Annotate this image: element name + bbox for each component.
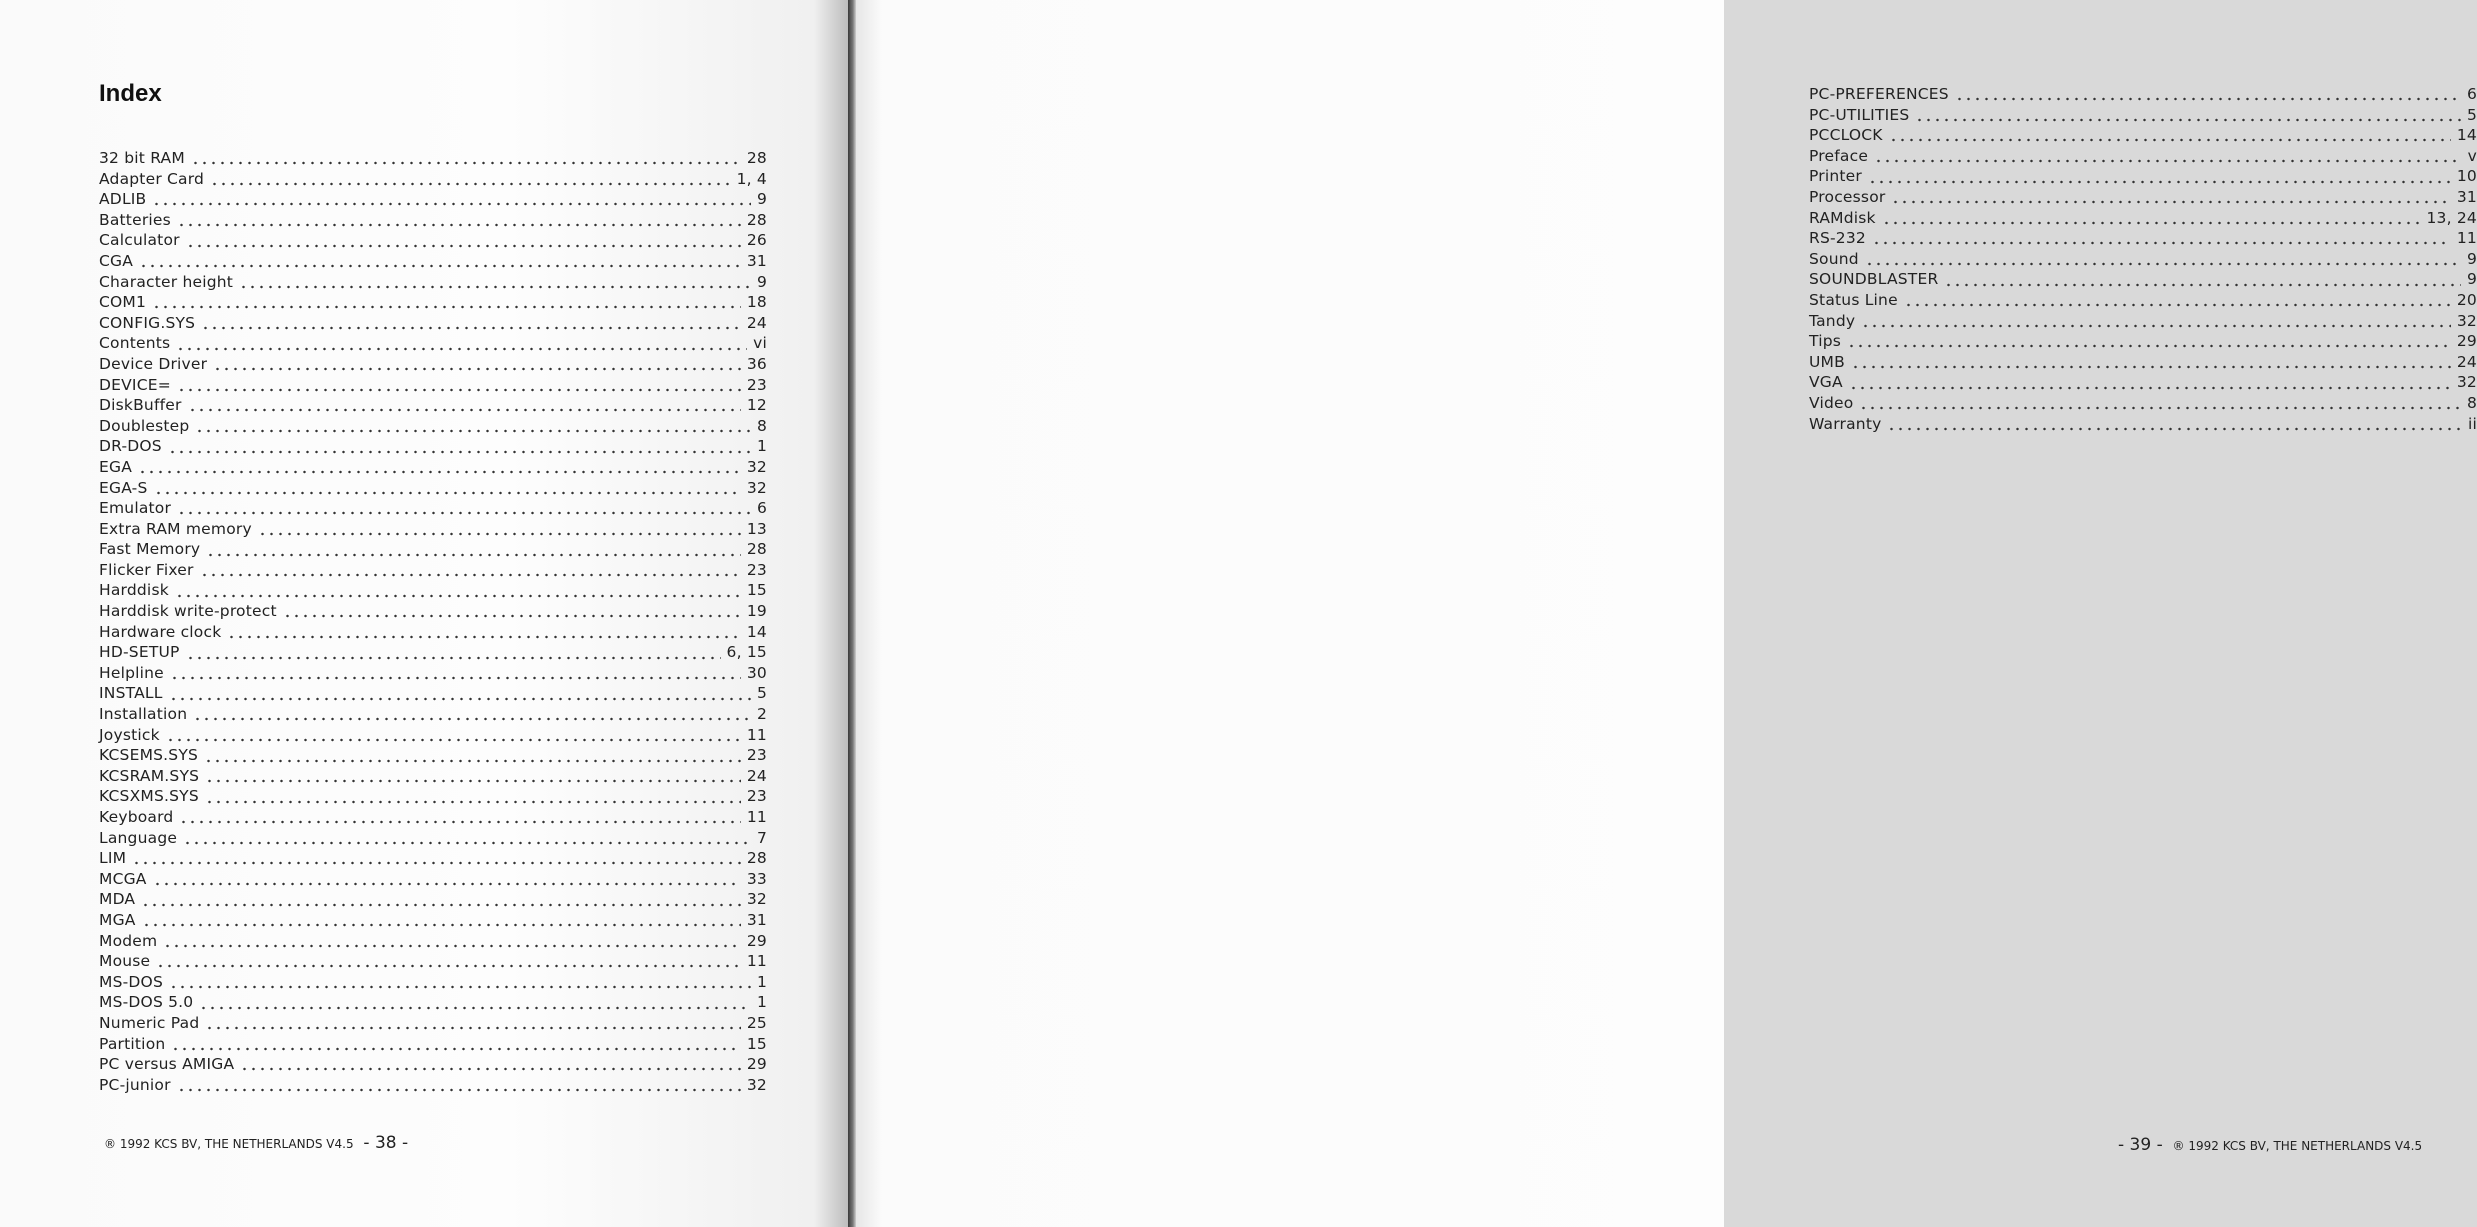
index-entry: [99, 704, 767, 725]
index-entry: [99, 580, 767, 601]
dot-leader: [186, 656, 721, 660]
index-term: LIM: [99, 849, 127, 868]
dot-leader: [200, 573, 741, 577]
index-term: RAMdisk: [1809, 208, 1876, 227]
index-term: Fast Memory: [99, 540, 201, 559]
index-entry: [1809, 249, 2477, 270]
page-reference: ii: [2467, 414, 2477, 433]
index-term: CONFIG.SYS: [99, 313, 196, 332]
page-reference: 15: [746, 581, 767, 600]
index-term: DEVICE=: [99, 375, 171, 394]
index-entry: [99, 992, 767, 1013]
page-reference: 33: [746, 869, 767, 888]
index-term: Tips: [1809, 332, 1842, 351]
page-reference: 9: [756, 272, 767, 291]
page-reference: 32: [746, 1075, 767, 1094]
dot-leader: [179, 820, 740, 824]
dot-leader: [1889, 138, 2451, 142]
index-entry: [1809, 187, 2477, 208]
index-entry: [99, 148, 767, 169]
index-entry: [1809, 311, 2477, 332]
page-reference: 11: [2456, 229, 2477, 248]
dot-leader: [1849, 386, 2451, 390]
dot-leader: [1887, 427, 2462, 431]
page-reference: 13, 24: [2426, 208, 2477, 227]
page-reference: 24: [746, 313, 767, 332]
index-entry: [1809, 125, 2477, 146]
page-reference: v: [2467, 146, 2477, 165]
index-entry: [99, 786, 767, 807]
index-entry: [99, 663, 767, 684]
index-entry: [99, 807, 767, 828]
index-entry: [99, 210, 767, 231]
index-entry: [1809, 146, 2477, 167]
index-term: Numeric Pad: [99, 1013, 200, 1032]
index-entry: [99, 478, 767, 499]
index-term: PCCLOCK: [1809, 126, 1883, 145]
index-entry: [99, 457, 767, 478]
dot-leader: [1882, 221, 2421, 225]
index-entry: [1809, 372, 2477, 393]
index-term: Harddisk write-protect: [99, 602, 277, 621]
index-term: MGA: [99, 910, 136, 929]
index-entry: [99, 642, 767, 663]
page-reference: 11: [746, 725, 767, 744]
footer-right: [2112, 1135, 2422, 1155]
index-entry: [1809, 290, 2477, 311]
index-term: KCSEMS.SYS: [99, 746, 199, 765]
dot-leader: [199, 1006, 751, 1010]
dot-leader: [177, 388, 741, 392]
page-reference: 14: [2456, 126, 2477, 145]
index-term: Helpline: [99, 663, 164, 682]
index-entry: [99, 972, 767, 993]
page-reference: 28: [746, 540, 767, 559]
index-term: Contents: [99, 334, 171, 353]
index-entry: [99, 169, 767, 190]
page-reference: 28: [746, 849, 767, 868]
page-reference: 23: [746, 560, 767, 579]
dot-leader: [1891, 200, 2450, 204]
index-term: Status Line: [1809, 290, 1898, 309]
dot-leader: [176, 347, 747, 351]
index-term: Printer: [1809, 167, 1862, 186]
index-entry: [99, 189, 767, 210]
dot-leader: [227, 635, 741, 639]
index-term: Joystick: [99, 725, 160, 744]
index-entry: [99, 539, 767, 560]
page-reference: 12: [746, 396, 767, 415]
dot-leader: [156, 964, 741, 968]
dot-leader: [153, 882, 741, 886]
index-term: DiskBuffer: [99, 396, 182, 415]
dot-leader: [1874, 159, 2462, 163]
page-reference: 2: [756, 705, 767, 724]
index-term: COM1: [99, 293, 147, 312]
index-term: SOUNDBLASTER: [1809, 270, 1939, 289]
book-gutter: [848, 0, 856, 1227]
dot-leader: [132, 861, 741, 865]
dot-leader: [191, 161, 741, 165]
index-entry: [99, 272, 767, 293]
index-entry: [99, 889, 767, 910]
index-term: DR-DOS: [99, 437, 162, 456]
footer-left: [104, 1133, 414, 1153]
dot-leader: [205, 779, 741, 783]
index-entry: [99, 354, 767, 375]
page-reference: 18: [746, 293, 767, 312]
page-reference: 5: [756, 684, 767, 703]
copyright-notice: ® 1992 KCS BV, THE NETHERLANDS V4.5: [104, 1137, 354, 1151]
page-number: - 39 -: [2118, 1135, 2163, 1155]
dot-leader: [171, 1047, 740, 1051]
dot-leader: [154, 491, 741, 495]
dot-leader: [205, 800, 741, 804]
index-entry: [1809, 166, 2477, 187]
index-term: Batteries: [99, 210, 171, 229]
page-title: Index: [99, 80, 162, 107]
index-term: Calculator: [99, 231, 180, 250]
page-reference: 11: [746, 808, 767, 826]
index-entry: [99, 766, 767, 787]
index-entry: [1809, 331, 2477, 352]
index-entry: [99, 910, 767, 931]
dot-leader: [170, 676, 741, 680]
index-entry: [1809, 393, 2477, 414]
index-entry: [99, 333, 767, 354]
dot-leader: [1944, 283, 2461, 287]
index-term: Adapter Card: [99, 169, 205, 188]
index-term: Flicker Fixer: [99, 560, 194, 579]
dot-leader: [213, 367, 741, 371]
index-term: Modem: [99, 931, 158, 950]
dot-leader: [141, 903, 741, 907]
index-term: Language: [99, 828, 178, 847]
index-entry: [99, 375, 767, 396]
page-reference: 32: [746, 457, 767, 476]
index-entry: [99, 869, 767, 890]
index-term: PC versus AMIGA: [99, 1055, 235, 1074]
index-entry: [1809, 84, 2477, 105]
dot-leader: [195, 429, 750, 433]
page-reference: vi: [753, 334, 767, 353]
index-term: CGA: [99, 251, 134, 270]
index-entry: [1809, 228, 2477, 249]
page-reference: 32: [2456, 311, 2477, 330]
dot-leader: [177, 1088, 741, 1092]
index-term: Emulator: [99, 499, 172, 518]
dot-leader: [1861, 324, 2451, 328]
page-reference: 1: [756, 993, 767, 1012]
page-reference: 10: [2456, 167, 2477, 186]
dot-leader: [168, 450, 751, 454]
index-term: EGA: [99, 457, 133, 476]
index-entry: [99, 725, 767, 746]
index-term: VGA: [1809, 373, 1843, 392]
page-reference: 9: [2466, 249, 2477, 268]
page-reference: 1: [756, 437, 767, 456]
page-reference: 31: [746, 910, 767, 929]
index-term: PC-PREFERENCES: [1809, 85, 1949, 103]
index-term: Preface: [1809, 146, 1869, 165]
dot-leader: [205, 1026, 741, 1030]
index-term: 32 bit RAM: [99, 149, 185, 167]
dot-leader: [175, 594, 741, 598]
dot-leader: [188, 408, 741, 412]
right-page: [856, 0, 2477, 1227]
index-term: Harddisk: [99, 581, 169, 600]
page-reference: 23: [746, 746, 767, 765]
index-entry: [1809, 105, 2477, 126]
index-term: PC-UTILITIES: [1809, 105, 1910, 124]
page-reference: 31: [2456, 187, 2477, 206]
index-term: Tandy: [1809, 311, 1856, 330]
index-term: Character height: [99, 272, 234, 291]
index-term: Processor: [1809, 187, 1886, 206]
index-term: HD-SETUP: [99, 643, 180, 662]
page-reference: 9: [756, 190, 767, 209]
dot-leader: [1915, 118, 2461, 122]
index-term: Device Driver: [99, 354, 208, 373]
index-term: INSTALL: [99, 684, 163, 703]
index-entry: [99, 251, 767, 272]
page-reference: 20: [2456, 290, 2477, 309]
page-reference: 30: [746, 663, 767, 682]
index-term: Doublestep: [99, 416, 190, 435]
dot-leader: [166, 738, 741, 742]
index-term: Mouse: [99, 952, 151, 971]
index-entry: [99, 313, 767, 334]
page-reference: 29: [746, 1055, 767, 1074]
index-entry: [99, 683, 767, 704]
index-entry: [99, 931, 767, 952]
index-term: Extra RAM memory: [99, 519, 252, 538]
dot-leader: [1872, 241, 2451, 245]
dot-leader: [1859, 406, 2461, 410]
page-reference: 1: [756, 972, 767, 991]
left-page: [0, 0, 848, 1227]
index-entry: [99, 601, 767, 622]
index-term: MDA: [99, 890, 136, 909]
page-reference: 28: [746, 210, 767, 229]
index-term: KCSXMS.SYS: [99, 787, 199, 806]
dot-leader: [210, 182, 731, 186]
page-reference: 5: [2466, 105, 2477, 124]
dot-leader: [1847, 344, 2451, 348]
dot-leader: [183, 841, 751, 845]
index-term: Sound: [1809, 249, 1859, 268]
index-list-left: [99, 148, 767, 1095]
index-entry: [99, 848, 767, 869]
page-reference: 23: [746, 787, 767, 806]
page-reference: 32: [746, 478, 767, 497]
index-term: KCSRAM.SYS: [99, 766, 200, 785]
dot-leader: [1865, 262, 2461, 266]
page-reference: 23: [746, 375, 767, 394]
index-entry: [1809, 208, 2477, 229]
page-reference: 36: [746, 354, 767, 373]
index-term: PC-junior: [99, 1075, 171, 1094]
index-entry: [99, 230, 767, 251]
dot-leader: [186, 244, 741, 248]
dot-leader: [177, 511, 751, 515]
index-entry: [99, 292, 767, 313]
page-reference: 24: [746, 766, 767, 785]
dot-leader: [204, 759, 741, 763]
page-reference: 6, 15: [726, 643, 767, 662]
dot-leader: [283, 614, 741, 618]
index-term: MCGA: [99, 869, 147, 888]
index-entry: [99, 622, 767, 643]
index-entry: [99, 1075, 767, 1096]
index-entry: [99, 519, 767, 540]
page-reference: 14: [746, 622, 767, 641]
dot-leader: [258, 532, 741, 536]
index-entry: [1809, 269, 2477, 290]
dot-leader: [201, 326, 741, 330]
dot-leader: [169, 697, 751, 701]
page-reference: 31: [746, 251, 767, 270]
index-entry: [99, 951, 767, 972]
index-term: Keyboard: [99, 808, 174, 826]
index-term: MS-DOS 5.0: [99, 993, 194, 1012]
index-entry: [99, 560, 767, 581]
index-term: MS-DOS: [99, 972, 163, 991]
dot-leader: [193, 717, 751, 721]
dot-leader: [152, 305, 741, 309]
dot-leader: [139, 264, 741, 268]
index-entry: [99, 436, 767, 457]
dot-leader: [177, 223, 741, 227]
dot-leader: [240, 1067, 741, 1071]
index-term: ADLIB: [99, 190, 147, 209]
index-entry: [99, 498, 767, 519]
index-term: UMB: [1809, 352, 1845, 371]
page-number: - 38 -: [363, 1133, 409, 1153]
dot-leader: [206, 553, 741, 557]
page-reference: 15: [746, 1034, 767, 1053]
page-reference: 8: [756, 416, 767, 435]
page-reference: 11: [746, 952, 767, 971]
index-entry: [99, 828, 767, 849]
page-reference: 32: [2456, 373, 2477, 392]
dot-leader: [169, 985, 751, 989]
index-term: Installation: [99, 705, 188, 724]
page-reference: 25: [746, 1013, 767, 1032]
copyright-notice: ® 1992 KCS BV, THE NETHERLANDS V4.5: [2172, 1139, 2423, 1153]
dot-leader: [1851, 365, 2451, 369]
page-reference: 9: [2466, 270, 2477, 289]
dot-leader: [142, 923, 741, 927]
page-reference: 19: [746, 602, 767, 621]
index-term: Video: [1809, 393, 1854, 412]
dot-leader: [239, 285, 751, 289]
index-entry: [99, 416, 767, 437]
dot-leader: [138, 470, 741, 474]
dot-leader: [1955, 97, 2461, 101]
dot-leader: [1868, 180, 2451, 184]
page-reference: 6: [2466, 85, 2477, 103]
page-reference: 1, 4: [736, 169, 767, 188]
page-reference: 6: [756, 499, 767, 518]
page-reference: 26: [746, 231, 767, 250]
page-reference: 29: [2456, 332, 2477, 351]
page-reference: 28: [746, 149, 767, 167]
index-entry: [1809, 414, 2477, 435]
page-reference: 7: [756, 828, 767, 847]
page-reference: 13: [746, 519, 767, 538]
index-entry: [99, 1034, 767, 1055]
index-term: Hardware clock: [99, 622, 222, 641]
page-reference: 8: [2466, 393, 2477, 412]
index-term: EGA-S: [99, 478, 148, 497]
page-reference: 24: [2456, 352, 2477, 371]
index-entry: [99, 745, 767, 766]
page-reference: 32: [746, 890, 767, 909]
dot-leader: [152, 202, 751, 206]
dot-leader: [1904, 303, 2451, 307]
index-term: Partition: [99, 1034, 166, 1053]
index-entry: [99, 1054, 767, 1075]
index-entry: [99, 395, 767, 416]
index-entry: [99, 1013, 767, 1034]
page-reference: 29: [746, 931, 767, 950]
index-term: RS-232: [1809, 229, 1866, 248]
index-term: Warranty: [1809, 414, 1882, 433]
index-list-right: [1809, 84, 2477, 434]
dot-leader: [163, 944, 741, 948]
index-entry: [1809, 352, 2477, 373]
